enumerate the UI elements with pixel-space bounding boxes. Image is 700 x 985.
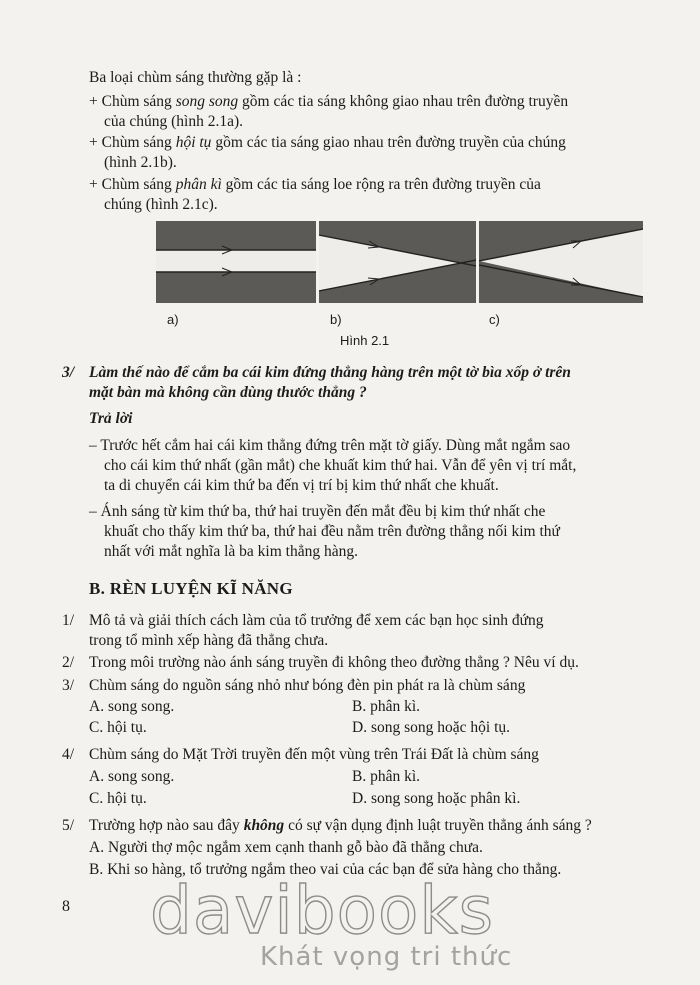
exercise-text-part: có sự vận dụng định luật truyền thẳng ánh sáng ? [284, 817, 592, 834]
parallel-beam-illustration [156, 221, 316, 303]
answer-paragraph: ta di chuyển cái kim thứ ba đến vị trí bị kim thứ nhất che khuất. [104, 477, 499, 494]
figure-label-a: a) [167, 312, 179, 327]
bullet-text: + Chùm sáng [89, 134, 176, 151]
term-converging: hội tụ [175, 134, 212, 151]
answer-option: A. song song. [89, 768, 175, 785]
figure-panel-c-diverging [479, 221, 643, 303]
answer-option: A. Người thợ mộc ngắm xem cạnh thanh gỗ bào đã thẳng chưa. [89, 839, 483, 856]
exercise-text: trong tổ mình xếp hàng đã thẳng chưa. [89, 632, 329, 649]
bullet-parallel [89, 92, 568, 112]
figure-panel-b-converging [319, 221, 476, 303]
intro-line: Ba loại chùm sáng thường gặp là : [89, 69, 302, 86]
figure-caption: Hình 2.1 [340, 333, 390, 348]
bullet-text: + Chùm sáng [89, 93, 176, 110]
bullet-converging [89, 133, 566, 153]
answer-option: D. song song hoặc phân kì. [352, 790, 521, 807]
exercise-number: 3/ [62, 677, 75, 694]
exercise-text: Mô tả và giải thích cách làm của tổ trưởng để xem các bạn học sinh đứng [89, 612, 544, 629]
bullet-text: gồm các tia sáng không giao nhau trên đường truyền [238, 93, 569, 110]
figure-label-c: c) [489, 312, 500, 327]
converging-beam [319, 235, 459, 291]
converging-beam-illustration [319, 221, 476, 303]
question-text: mặt bàn mà không cần dùng thước thẳng ? [89, 384, 367, 401]
answer-paragraph: – Trước hết cắm hai cái kim thẳng đứng trên mặt tờ giấy. Dùng mắt ngắm sao [89, 437, 571, 454]
bullet-parallel-cont: của chúng (hình 2.1a). [104, 113, 244, 130]
diverging-beam [479, 229, 643, 297]
parallel-beam [156, 250, 316, 272]
answer-heading: Trả lời [89, 410, 133, 427]
exercise-text [89, 816, 592, 836]
answer-paragraph: – Ánh sáng từ kim thứ ba, thứ hai truyền đến mắt đều bị kim thứ nhất che [89, 503, 546, 520]
exercise-text: Chùm sáng do nguồn sáng nhỏ như bóng đèn pin phát ra là chùm sáng [89, 677, 526, 694]
exercise-text: Trong môi trường nào ánh sáng truyền đi không theo đường thẳng ? Nêu ví dụ. [89, 654, 579, 671]
term-diverging: phân kì [175, 176, 222, 193]
answer-option: B. phân kì. [352, 768, 421, 785]
exercise-number: 5/ [62, 817, 75, 834]
diverging-beam-illustration [479, 221, 643, 303]
answer-option: A. song song. [89, 698, 175, 715]
answer-paragraph: cho cái kim thứ nhất (gần mắt) che khuất kim thứ hai. Vẫn để yên vị trí mắt, [104, 457, 577, 474]
term-parallel: song song [175, 93, 239, 110]
question-text: Làm thế nào để cắm ba cái kim đứng thẳng hàng trên một tờ bìa xốp ở trên [89, 364, 571, 381]
exercise-number: 2/ [62, 654, 75, 671]
figure-panel-a-parallel [156, 221, 316, 303]
answer-option: B. Khi so hàng, tổ trưởng ngắm theo vai của các bạn để sửa hàng cho thẳng. [89, 861, 562, 878]
bullet-diverging [89, 175, 541, 195]
question-number: 3/ [62, 364, 75, 381]
bullet-diverging-cont: chúng (hình 2.1c). [104, 196, 218, 213]
section-title: B. RÈN LUYỆN KĨ NĂNG [89, 579, 293, 598]
bullet-text: + Chùm sáng [89, 176, 176, 193]
answer-paragraph: nhất với mắt nghĩa là ba kim thẳng hàng. [104, 543, 358, 560]
page-number: 8 [62, 898, 70, 915]
figure-label-b: b) [330, 312, 342, 327]
answer-option: C. hội tụ. [89, 790, 147, 807]
watermark-slogan: Khát vọng tri thức [260, 942, 513, 972]
answer-option: B. phân kì. [352, 698, 421, 715]
bullet-converging-cont: (hình 2.1b). [104, 154, 177, 171]
answer-paragraph: khuất cho thấy kim thứ ba, thứ hai đều nằm trên đường thẳng nối kim thứ [104, 523, 560, 540]
exercise-text-part: Trường hợp nào sau đây [89, 817, 244, 834]
bullet-text: gồm các tia sáng loe rộng ra trên đường truyền của [221, 176, 541, 193]
exercise-text: Chùm sáng do Mặt Trời truyền đến một vùng trên Trái Đất là chùm sáng [89, 746, 539, 763]
bullet-text: gồm các tia sáng giao nhau trên đường truyền của chúng [211, 134, 566, 151]
exercise-number: 1/ [62, 612, 75, 629]
watermark-brand: davibooks [150, 872, 494, 949]
answer-option: D. song song hoặc hội tụ. [352, 719, 511, 736]
emphasis-not: không [243, 817, 285, 834]
exercise-number: 4/ [62, 746, 75, 763]
answer-option: C. hội tụ. [89, 719, 147, 736]
